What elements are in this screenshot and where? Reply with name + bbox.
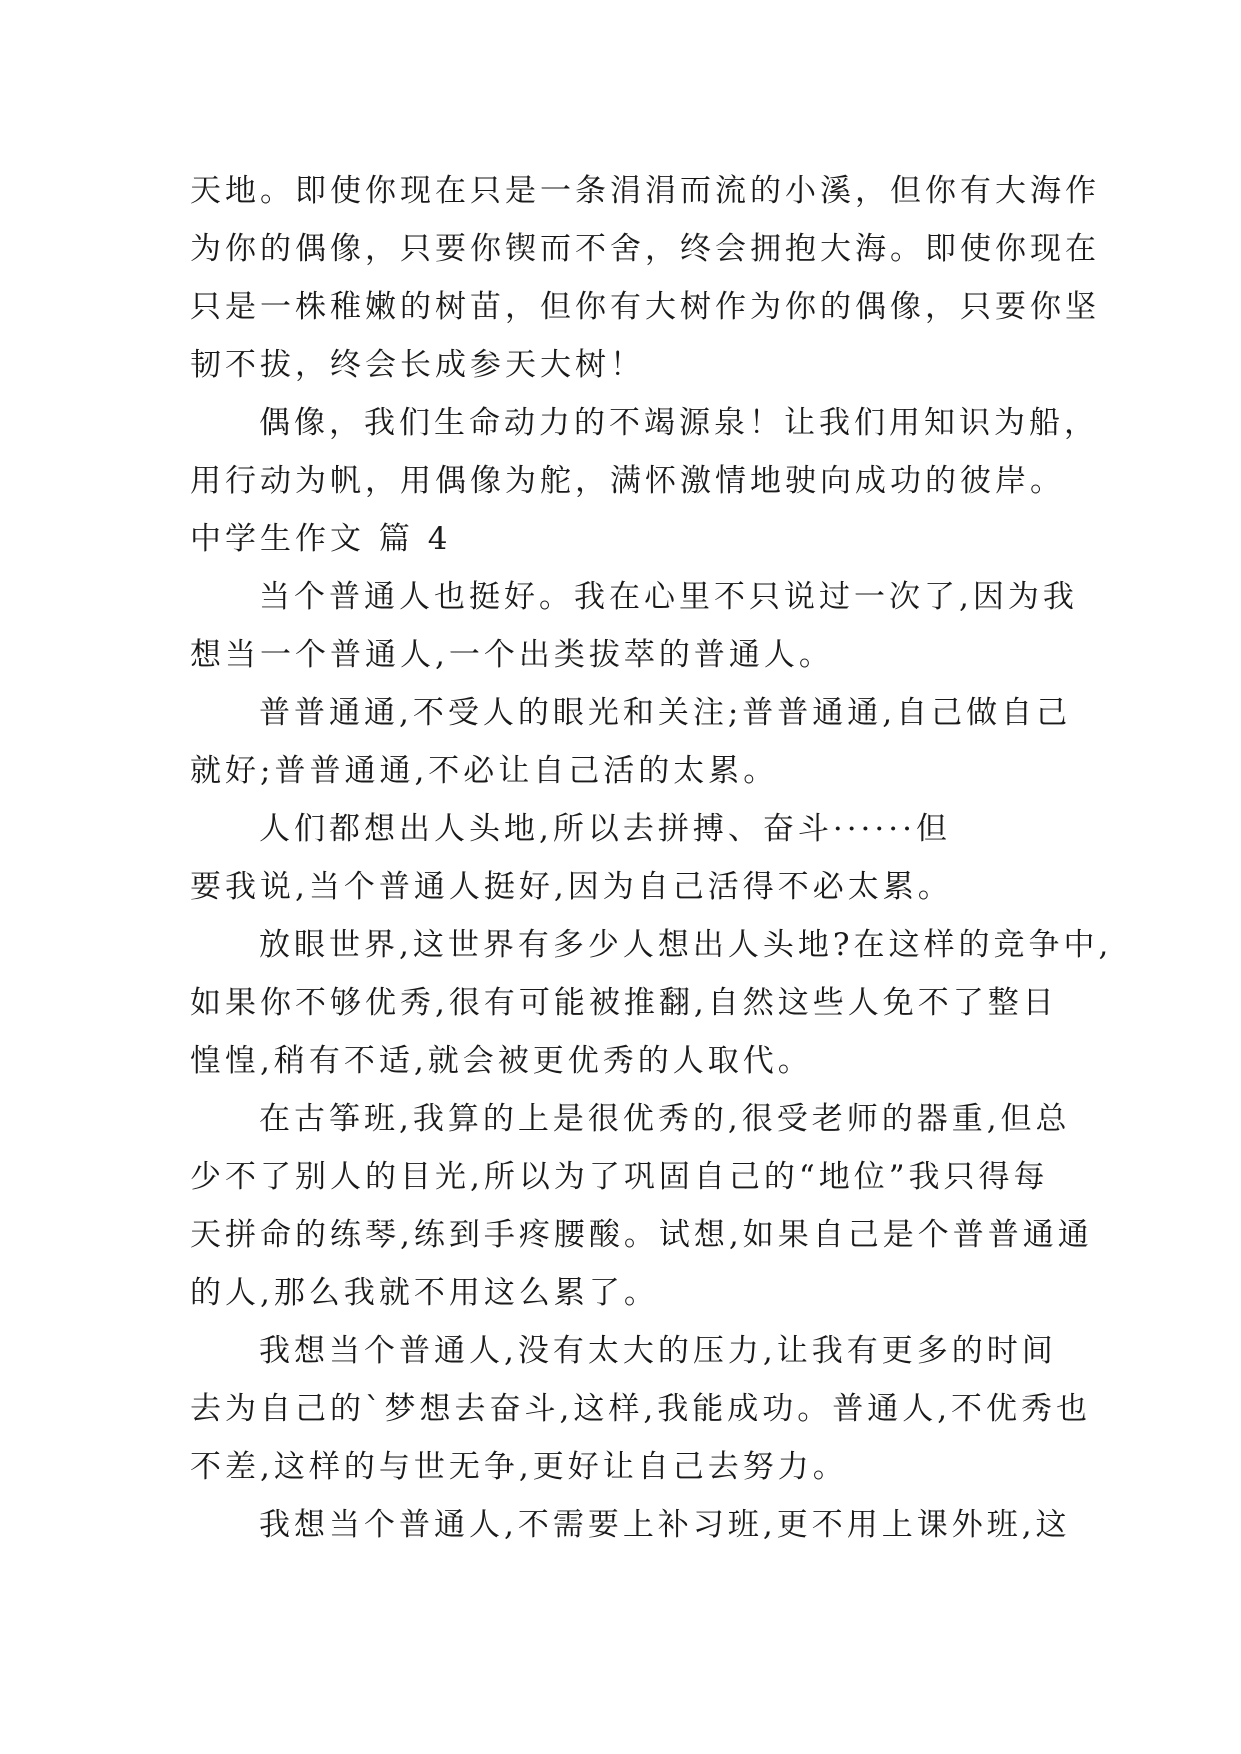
paragraph-first-line: 在古筝班,我算的上是很优秀的,很受老师的器重,但总 bbox=[259, 1101, 1071, 1137]
text-line: 天拼命的练琴,练到手疼腰酸。试想,如果自己是个普普通通 bbox=[190, 1217, 1093, 1253]
text-line: 为你的偶像，只要你锲而不舍，终会拥抱大海。即使你现在 bbox=[190, 231, 1100, 267]
text-line: 去为自己的`梦想去奋斗,这样,我能成功。普通人,不优秀也 bbox=[190, 1391, 1092, 1427]
text-line: 少不了别人的目光,所以为了巩固自己的“地位”我只得每 bbox=[190, 1159, 1049, 1195]
text-line: 只是一株稚嫩的树苗，但你有大树作为你的偶像，只要你坚 bbox=[190, 289, 1100, 325]
paragraph-first-line: 偶像，我们生命动力的不竭源泉！让我们用知识为船， bbox=[259, 405, 1099, 441]
document-body bbox=[190, 162, 1113, 1554]
text-line: 想当一个普通人,一个出类拔萃的普通人。 bbox=[190, 637, 834, 673]
text-line: 如果你不够优秀,很有可能被推翻,自然这些人免不了整日 bbox=[190, 985, 1058, 1021]
paragraph-first-line: 我想当个普通人,不需要上补习班,更不用上课外班,这 bbox=[259, 1507, 1071, 1543]
paragraph-first-line: 普普通通,不受人的眼光和关注;普普通通,自己做自己 bbox=[259, 695, 1072, 731]
paragraph-first-line: 当个普通人也挺好。我在心里不只说过一次了,因为我 bbox=[259, 579, 1078, 615]
paragraph-first-line: 我想当个普通人,没有太大的压力,让我有更多的时间 bbox=[259, 1333, 1057, 1369]
text-line: 用行动为帆，用偶像为舵，满怀激情地驶向成功的彼岸。 bbox=[190, 463, 1065, 499]
text-line: 韧不拔，终会长成参天大树！ bbox=[190, 347, 645, 383]
text-line: 的人,那么我就不用这么累了。 bbox=[190, 1275, 659, 1311]
text-line: 惶惶,稍有不适,就会被更优秀的人取代。 bbox=[190, 1043, 813, 1079]
section-heading: 中学生作文 篇 4 bbox=[190, 521, 452, 557]
text-line: 要我说,当个普通人挺好,因为自己活得不必太累。 bbox=[190, 869, 953, 905]
paragraph-first-line: 人们都想出人头地,所以去拼搏、奋斗······但 bbox=[259, 811, 951, 847]
paragraph-first-line: 放眼世界,这世界有多少人想出人头地?在这样的竞争中, bbox=[259, 927, 1113, 963]
text-line: 就好;普普通通,不必让自己活的太累。 bbox=[190, 753, 779, 789]
text-line: 不差,这样的与世无争,更好让自己去努力。 bbox=[190, 1449, 848, 1485]
text-line: 天地。即使你现在只是一条涓涓而流的小溪，但你有大海作 bbox=[190, 173, 1100, 209]
